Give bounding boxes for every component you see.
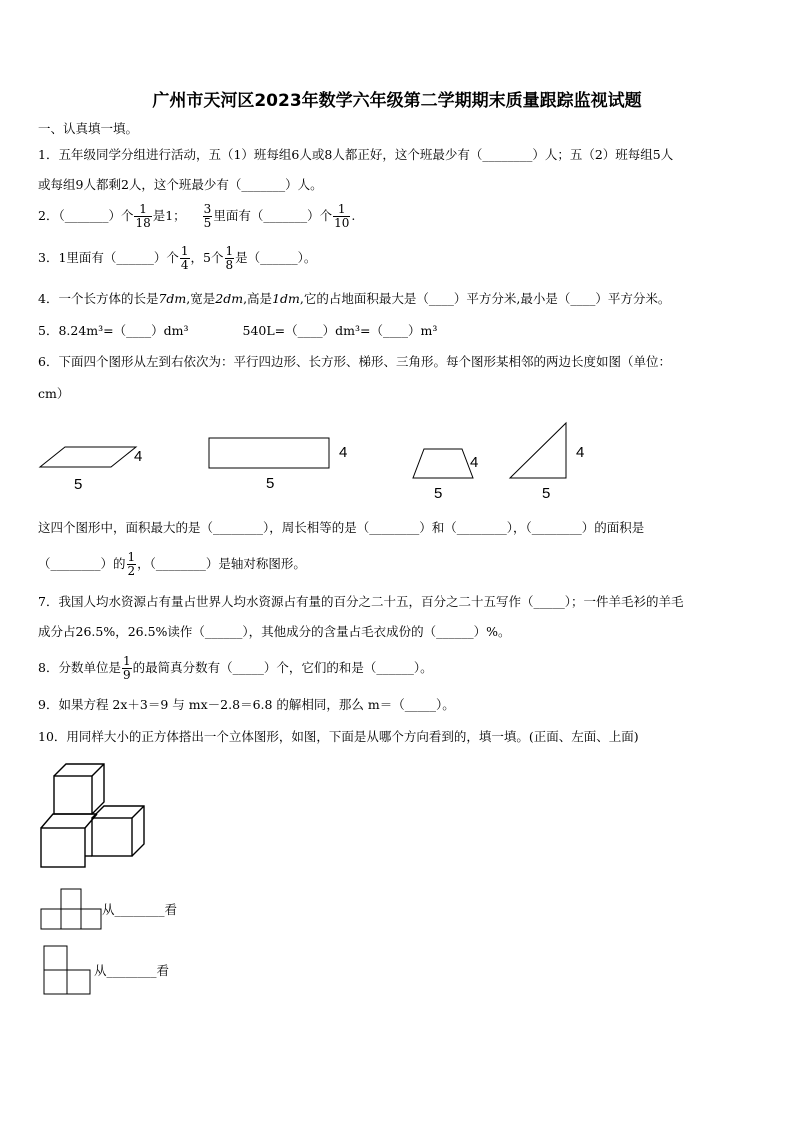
- q8-text-a: 8．分数单位是: [38, 660, 121, 675]
- question-7-line-1: 7．我国人均水资源占有量占世界人均水资源占有量的百分之二十五，百分之二十五写作（_____）；一件羊毛衫的羊毛: [38, 594, 684, 609]
- view-1-squares: [41, 889, 101, 929]
- triangle-side-label: 4: [576, 444, 585, 461]
- rectangle-side-label: 4: [339, 444, 348, 461]
- q6-text-b: ，（________）是轴对称图形。: [137, 556, 306, 571]
- q6-text-a: （________）的: [38, 556, 126, 571]
- question-6-line-1: 6．下面四个图形从左到右依次为：平行四边形、长方形、梯形、三角形。每个图形某相邻的两边长度如图（单位：: [38, 354, 671, 369]
- parallelogram-base-label: 5: [74, 476, 83, 493]
- q3-text-a: 3．1里面有（______）个: [38, 250, 179, 265]
- q4-text-d: ,它的占地面积最大是（____）平方分米,最小是（____）平方分米。: [299, 291, 671, 306]
- trapezoid-side-label: 4: [470, 454, 479, 471]
- q4-text-b: ,宽是: [186, 291, 216, 306]
- question-6-line-4: [38, 551, 306, 578]
- section-heading: 一、认真填一填。: [38, 121, 139, 136]
- fraction-1-8: $\frac{1}{8}$: [225, 244, 234, 272]
- question-7-line-2: 成分占26.5%，26.5%读作（______），其他成分的含量占毛衣成份的（______）%。: [38, 624, 511, 639]
- question-8: [38, 655, 433, 682]
- q4-text-a: 4．一个长方体的长是: [38, 291, 159, 306]
- rectangle-figure: [209, 438, 329, 468]
- question-6-line-3: 这四个图形中，面积最大的是（________），周长相等的是（________）和（________），（________）的面积是: [38, 520, 645, 535]
- q3-text-b: ，5个: [190, 250, 224, 265]
- fraction-1-4: $\frac{1}{4}$: [180, 244, 189, 272]
- q2-text-a: 2．（_______）个: [38, 208, 134, 223]
- view-2-squares: [44, 946, 90, 994]
- fraction-1-2: $\frac{1}{2}$: [127, 550, 136, 578]
- q3-text-c: 是（______）。: [235, 250, 317, 265]
- view-2-caption: 从________看: [94, 963, 170, 978]
- q2-text-b: 是1；: [152, 208, 186, 223]
- q5-text-a: 5．8.24m³=（____）dm³: [38, 323, 189, 338]
- fraction-1-18: $\frac{1}{18}$: [135, 202, 151, 230]
- parallelogram-side-label: 4: [134, 448, 143, 465]
- question-9: 9．如果方程 2x＋3＝9 与 mx－2.8＝6.8 的解相同，那么 m＝（_____）。: [38, 697, 455, 712]
- question-1-line-2: 或每组9人都剩2人，这个班最少有（_______）人。: [38, 177, 323, 192]
- parallelogram-figure: [40, 447, 136, 467]
- q2-text-c: 里面有（_______）个: [213, 208, 333, 223]
- q8-text-b: 的最简真分数有（_____）个，它们的和是（______）。: [132, 660, 433, 675]
- trapezoid-base-label: 5: [434, 485, 443, 502]
- question-6-line-2: cm）: [38, 386, 70, 401]
- q4-height: 1dm: [272, 291, 300, 306]
- q4-text-c: ,高是: [243, 291, 273, 306]
- q2-text-d: .: [351, 208, 356, 223]
- triangle-base-label: 5: [542, 485, 551, 502]
- rectangle-base-label: 5: [266, 475, 275, 492]
- fraction-3-5: $\frac{3}{5}$: [203, 202, 212, 230]
- q5-text-b: 540L=（____）dm³=（____）m³: [242, 323, 438, 338]
- fraction-1-10: $\frac{1}{10}$: [334, 202, 350, 230]
- question-1-line-1: 1．五年级同学分组进行活动，五（1）班每组6人或8人都正好，这个班最少有（________）人；五（2）班每组5人: [38, 147, 674, 162]
- triangle-figure: [510, 423, 566, 478]
- trapezoid-figure: [413, 449, 473, 478]
- fraction-1-9: $\frac{1}{9}$: [122, 654, 131, 682]
- question-10: 10．用同样大小的正方体搭出一个立体图形，如图，下面是从哪个方向看到的，填一填。(正面、左面、上面): [38, 729, 639, 744]
- cube-stack-figure: [41, 764, 144, 867]
- q4-width: 2dm: [215, 291, 244, 306]
- page-title: 广州市天河区2023年数学六年级第二学期期末质量跟踪监视试题: [152, 91, 642, 111]
- view-1-caption: 从________看: [102, 902, 178, 917]
- q4-length: 7dm: [158, 291, 187, 306]
